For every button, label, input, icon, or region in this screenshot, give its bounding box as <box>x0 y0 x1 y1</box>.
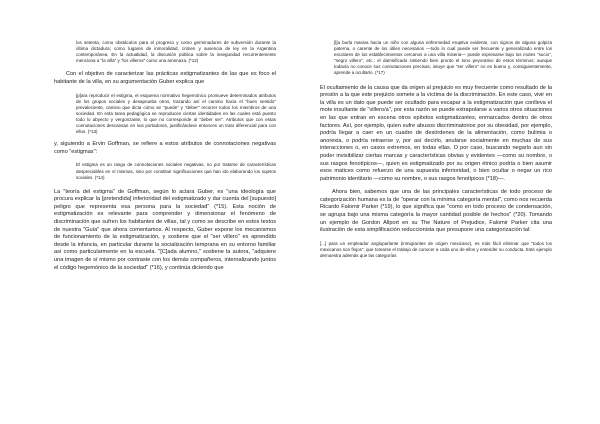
block-quote-normative-scheme: [p]ara reproducir el estigma, el esquema normativo hegemónico promueve determinados atributos de los grupos sociales y desaprueba otros, trazando así el camino hacia el "buen sentido" prevaleciente, camino que dicta cómo se "puede" y "deber" recorrer todos los miembros de una sociedad. En esta tarea pedagógica se reproducen ciertas identidades en las cuales está puesto todo lo abyecto y vergonzante, lo que no corresponde al "deber ser". Atributos que con estas connotaciones descansan en sus portadores, justificándose entonces un trato diferencial para con ellos. (*13) <box>76 92 276 135</box>
paragraph-concealment: El ocultamiento de la causa que da origen al prejuicio es muy frecuente como resultado de la presión a la que este prejuicio somete a la víctima de la discriminación. En este caso, vivir en la villa es un dato que puede ser ocultado para escapar a la estigmatización que conlleva el mote insultante de "villero/a", por esta razón se puede extrapolarse a varios otros situaciones en las que entran en escena otros epítetos estigmatizantes, enmarcados dentro de otros factores. Así, por ejemplo, quien sufre abusos discriminatorios por su obesidad, por ejemplo, podría llegar a caer en un cuadro de desórdenes de la alimentación, como bulimia o anorexia, o podría retraerse y, por así decirlo, anularse socialmente en muchas de sus interacciones o, en casos extremos, en todas ellas. O por caso, buscando negarlo aun sin poder invisibilizar ciertas marcas y características obvias y evidentes —como su nombre, o sus rasgos fenotípicos—, quien es estigmatizado por su origen étnico podría o bien asumir esos matices como refuerzo de una supuesta inferioridad, o bien ocultar o negar un rico patrimonio identitario —como su nombre, o sus rasgos fenotípicos (*18)—. <box>320 84 552 182</box>
paragraph-goffman-stigma: y, siguiendo a Ervin Goffman, se refiere a estos atributos de connotaciones negativas como "estigmas": <box>54 141 276 155</box>
paragraph-stigma-theory: La "teoría del estigma" de Goffman, según lo aclara Guber, es "una ideología que procura explicar la [pretendida] inferioridad del estigmatizado y dar cuenta del [supuesto] peligro que representa esa persona para la sociedad" (*15). Esta noción de estigmatización es relevante para comprender y dimensionar el fenómeno de discriminación que sufren los habitantes de villas, tal y como se describe en estos textos de nuestra "Guía" que ahora comentamos. Al respecto, Guber expone los mecanismos de funcionamiento de la estigmatización, y sostiene que el "ser villero" es aprendido desde la infancia, en particular durante la socialización temprana en su entorno familiar así como particularmente en la escuela. "[C]ada alumno," sostiene la autora, "adquiere una imagen de sí mismo por contraste con los demás compañeros, internalizando juntos el código hegemónico de la sociedad" (*16), y continúa diciendo que <box>54 188 276 271</box>
block-quote-allport-example: [...] para un empleador angloparlante (inmigrantes de origen mexicano), es más fácil eliminar que "todos los mexicanos son flojos", que tomarse el trabajo de conocer a cada uno de ellos y entender su conducta. Este ejemplo demuestra además que las categorías <box>320 240 552 259</box>
right-column <box>320 40 552 259</box>
block-quote-villa-history: los setenta, como obstáculos para el progreso y como germinadores de subversión durante la última dictadura; como lugares de inmoralidad, crimen y ausencia de ley en la Argentina contemporánea. En la actualidad, la discusión pública sobre la inseguridad recurrentemente menciona a "la villa" y "los villeros" como una amenaza. (*12) <box>76 40 276 64</box>
paragraph-stigmatizing-practices: Con el objetivo de caracterizar las prácticas estigmatizantes de las que es foco el habitante de la villa, en su argumentación Guber explica que <box>54 71 276 85</box>
block-quote-school-mockery: [l]a burla masiva hacia un niño con alguna enfermedad eruptiva evidente, con signos de alguna golpiza paterna, o carente de los útiles necesarios —todo lo cual puede ser frecuente y generalizado entre los escolares de los establecimientos cercanos a una villa miseria— puede expresarse bajo los motes "sucio", "negro villero", etc.; el damnificado sintiendo bien pronto el tono peyorativo de estos términos; aunque todavía no conoce sus connotaciones precisas, intuye que "ser villero" no es bueno y, consiguientemente, aprende a ocultarlo. (*17) <box>334 40 552 76</box>
block-quote-stigma-definition: El estigma es un rasgo de connotaciones sociales negativas, no por tratarse de características despreciables en sí mismas, sino por constituir significaciones que han ido elaborando los sujetos sociales. (*14) <box>76 162 276 180</box>
paragraph-categorization: Ahora bien, sabemos que una de las principales características de todo proceso de categorización humana es la de "operar con la mínima categoría mental", como nos recuerda Ricardo Falomir Parker (*19), lo que significa que "como en todo proceso de condensación, se agrupa bajo una misma categoría la mayor cantidad posible de hechos" (*20). Tomando un ejemplo de Gordon Allport en su The Nature of Prejudice, Falomir Parker cita una ilustración de esta simplificación reduccionista que presupone una categorización tal: <box>320 189 552 234</box>
left-column <box>54 40 276 272</box>
